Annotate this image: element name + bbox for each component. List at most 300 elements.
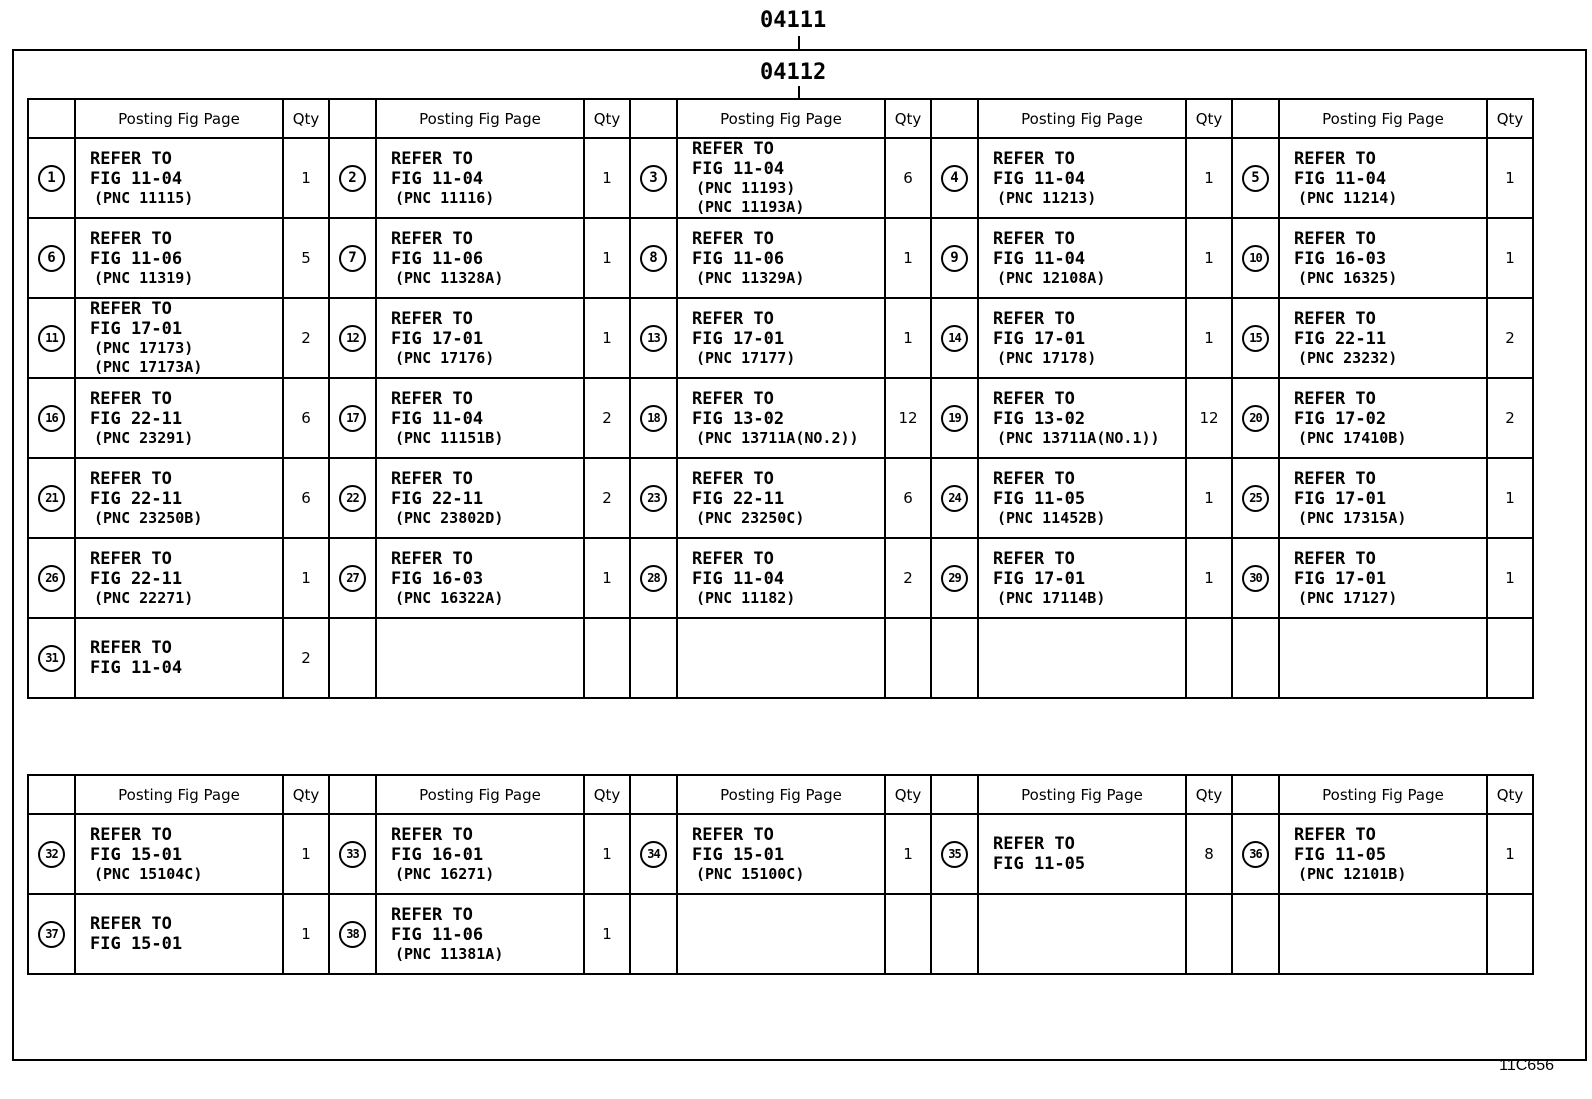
posting-cell (1279, 298, 1487, 378)
callout-number[interactable]: 32 (38, 841, 65, 868)
qty-cell: 1 (584, 894, 630, 974)
assembly-leader-line (798, 36, 800, 49)
item-number-cell (1232, 138, 1279, 218)
item-number-cell (28, 378, 75, 458)
figure-reference-link[interactable]: FIG 15-01 (90, 934, 183, 954)
callout-number[interactable]: 30 (1242, 565, 1269, 592)
callout-number[interactable]: 34 (640, 841, 667, 868)
posting-cell (376, 458, 584, 538)
qty-cell: 1 (885, 814, 931, 894)
posting-cell (376, 618, 584, 698)
posting-cell (677, 814, 885, 894)
refer-to-label: REFER TO (692, 308, 774, 329)
callout-number[interactable]: 27 (339, 565, 366, 592)
callout-number[interactable]: 3 (640, 165, 667, 192)
figure-reference-link[interactable]: FIG 11-04 (692, 568, 785, 589)
qty-cell: 2 (885, 538, 931, 618)
item-number-cell (1232, 894, 1279, 974)
qty-cell: 6 (283, 378, 329, 458)
number-header (28, 99, 75, 138)
qty-header: Qty (1186, 99, 1232, 138)
figure-reference-link[interactable]: FIG 11-04 (391, 168, 484, 189)
callout-number[interactable]: 33 (339, 841, 366, 868)
subassembly-code: 04112 (760, 60, 827, 85)
qty-header: Qty (1186, 775, 1232, 814)
table-row (28, 538, 1533, 618)
refer-to-label: REFER TO (993, 548, 1075, 569)
qty-header: Qty (584, 99, 630, 138)
refer-to-label: REFER TO (391, 148, 473, 169)
refer-to-label: REFER TO (692, 548, 774, 569)
figure-reference-link[interactable]: FIG 22-11 (90, 408, 183, 429)
qty-cell (1186, 894, 1232, 974)
figure-reference-link[interactable]: FIG 22-11 (90, 488, 183, 509)
qty-header: Qty (584, 775, 630, 814)
posting-cell (978, 458, 1186, 538)
figure-reference-link[interactable]: FIG 11-06 (391, 924, 484, 945)
figure-reference-link[interactable]: FIG 17-01 (993, 328, 1086, 349)
table-row (28, 894, 1533, 974)
pnc-code: (PNC 13711A(NO.1)) (997, 428, 1160, 447)
table-row (28, 138, 1533, 218)
pnc-code: (PNC 16322A) (395, 588, 504, 607)
callout-number[interactable]: 15 (1242, 325, 1269, 352)
posting-cell (75, 618, 283, 698)
pnc-code: (PNC 17176) (395, 348, 495, 367)
posting-cell (1279, 894, 1487, 974)
qty-cell: 1 (584, 298, 630, 378)
figure-reference-link[interactable]: FIG 11-05 (1294, 844, 1387, 865)
pnc-code: (PNC 11319) (94, 268, 194, 287)
pnc-code: (PNC 11151B) (395, 428, 504, 447)
figure-reference-link[interactable]: FIG 16-01 (391, 844, 484, 865)
callout-number[interactable]: 25 (1242, 485, 1269, 512)
qty-header: Qty (1487, 99, 1533, 138)
posting-cell (677, 378, 885, 458)
item-number-cell (630, 218, 677, 298)
number-header (1232, 775, 1279, 814)
item-number-cell (1232, 378, 1279, 458)
refer-to-label: REFER TO (993, 834, 1075, 854)
posting-cell (75, 814, 283, 894)
callout-number[interactable]: 13 (640, 325, 667, 352)
qty-cell: 1 (1186, 138, 1232, 218)
posting-cell (978, 538, 1186, 618)
item-number-cell (1232, 298, 1279, 378)
posting-cell (376, 894, 584, 974)
posting-cell (376, 538, 584, 618)
figure-reference-link[interactable]: FIG 22-11 (1294, 328, 1387, 349)
figure-reference-link[interactable]: FIG 16-03 (1294, 248, 1387, 269)
qty-cell: 12 (1186, 378, 1232, 458)
posting-cell (677, 298, 885, 378)
qty-cell: 12 (885, 378, 931, 458)
illustration-code: 11C656 (1499, 1057, 1554, 1074)
table-row (28, 298, 1533, 378)
qty-header: Qty (1487, 775, 1533, 814)
posting-cell (376, 218, 584, 298)
item-number-cell (931, 378, 978, 458)
item-number-cell (931, 458, 978, 538)
posting-cell (677, 538, 885, 618)
number-header (329, 775, 376, 814)
posting-cell (677, 894, 885, 974)
posting-cell (978, 894, 1186, 974)
posting-cell (978, 814, 1186, 894)
posting-header: Posting Fig Page (376, 99, 584, 138)
parts-table-1 (27, 98, 1534, 699)
figure-reference-link[interactable]: FIG 11-04 (993, 168, 1086, 189)
refer-to-label: REFER TO (391, 388, 473, 409)
posting-cell (677, 458, 885, 538)
callout-number[interactable]: 24 (941, 485, 968, 512)
item-number-cell (630, 458, 677, 538)
posting-cell (376, 814, 584, 894)
figure-reference-link[interactable]: FIG 11-05 (993, 854, 1086, 874)
refer-to-label: REFER TO (90, 148, 172, 169)
qty-cell: 6 (885, 458, 931, 538)
qty-cell: 1 (283, 138, 329, 218)
assembly-code: 04111 (760, 8, 827, 33)
posting-cell (1279, 458, 1487, 538)
item-number-cell (329, 894, 376, 974)
posting-cell (1279, 814, 1487, 894)
callout-number[interactable]: 31 (38, 645, 65, 672)
pnc-code: (PNC 11452B) (997, 508, 1106, 527)
posting-cell (75, 378, 283, 458)
callout-number[interactable]: 1 (38, 165, 65, 192)
item-number-cell (630, 538, 677, 618)
posting-cell (978, 138, 1186, 218)
number-header (28, 775, 75, 814)
qty-cell: 1 (1487, 218, 1533, 298)
number-header (630, 775, 677, 814)
item-number-cell (630, 298, 677, 378)
qty-cell: 2 (584, 458, 630, 538)
posting-cell (75, 458, 283, 538)
pnc-code: (PNC 15104C) (94, 864, 203, 883)
callout-number[interactable]: 14 (941, 325, 968, 352)
callout-number[interactable]: 2 (339, 165, 366, 192)
figure-reference-link[interactable]: FIG 11-04 (692, 159, 785, 179)
callout-number[interactable]: 18 (640, 405, 667, 432)
figure-reference-link[interactable]: FIG 17-01 (692, 328, 785, 349)
item-number-cell (1232, 538, 1279, 618)
qty-cell: 1 (283, 538, 329, 618)
item-number-cell (28, 218, 75, 298)
number-header (1232, 99, 1279, 138)
item-number-cell (28, 538, 75, 618)
item-number-cell (931, 298, 978, 378)
posting-cell (677, 138, 885, 218)
item-number-cell (329, 538, 376, 618)
callout-number[interactable]: 20 (1242, 405, 1269, 432)
refer-to-label: REFER TO (391, 548, 473, 569)
qty-header: Qty (283, 99, 329, 138)
posting-header: Posting Fig Page (677, 775, 885, 814)
callout-number[interactable]: 22 (339, 485, 366, 512)
callout-number[interactable]: 29 (941, 565, 968, 592)
figure-reference-link[interactable]: FIG 11-04 (1294, 168, 1387, 189)
posting-cell (978, 618, 1186, 698)
pnc-code: (PNC 11213) (997, 188, 1097, 207)
pnc-code: (PNC 17178) (997, 348, 1097, 367)
item-number-cell (931, 894, 978, 974)
posting-cell (978, 298, 1186, 378)
qty-cell: 1 (885, 218, 931, 298)
item-number-cell (28, 298, 75, 378)
posting-cell (75, 298, 283, 378)
posting-header: Posting Fig Page (75, 775, 283, 814)
posting-cell (376, 138, 584, 218)
posting-cell (75, 218, 283, 298)
pnc-code: (PNC 23232) (1298, 348, 1398, 367)
item-number-cell (28, 894, 75, 974)
pnc-code: (PNC 22271) (94, 588, 194, 607)
callout-number[interactable]: 10 (1242, 245, 1269, 272)
table-row (28, 618, 1533, 698)
refer-to-label: REFER TO (90, 548, 172, 569)
number-header (630, 99, 677, 138)
figure-reference-link[interactable]: FIG 17-01 (993, 568, 1086, 589)
figure-reference-link[interactable]: FIG 17-01 (90, 319, 183, 339)
item-number-cell (630, 894, 677, 974)
qty-cell: 1 (283, 894, 329, 974)
pnc-code: (PNC 17177) (696, 348, 796, 367)
refer-to-label: REFER TO (692, 824, 774, 845)
qty-cell (1487, 894, 1533, 974)
qty-cell: 1 (584, 138, 630, 218)
figure-reference-link[interactable]: FIG 16-03 (391, 568, 484, 589)
qty-cell: 1 (1487, 814, 1533, 894)
item-number-cell (28, 814, 75, 894)
pnc-code: (PNC 11116) (395, 188, 495, 207)
callout-number[interactable]: 4 (941, 165, 968, 192)
header-row (28, 99, 1533, 138)
qty-cell: 1 (1186, 538, 1232, 618)
callout-number[interactable]: 8 (640, 245, 667, 272)
qty-header: Qty (283, 775, 329, 814)
qty-cell: 1 (283, 814, 329, 894)
figure-reference-link[interactable]: FIG 17-01 (391, 328, 484, 349)
figure-reference-link[interactable]: FIG 22-11 (391, 488, 484, 509)
refer-to-label: REFER TO (993, 308, 1075, 329)
pnc-code: (PNC 17410B) (1298, 428, 1407, 447)
item-number-cell (630, 378, 677, 458)
refer-to-label: REFER TO (90, 228, 172, 249)
item-number-cell (1232, 814, 1279, 894)
refer-to-label: REFER TO (1294, 548, 1376, 569)
refer-to-label: REFER TO (1294, 228, 1376, 249)
refer-to-label: REFER TO (993, 468, 1075, 489)
item-number-cell (28, 458, 75, 538)
figure-reference-link[interactable]: FIG 11-04 (993, 248, 1086, 269)
figure-reference-link[interactable]: FIG 11-06 (692, 248, 785, 269)
pnc-code: (PNC 23802D) (395, 508, 504, 527)
refer-to-label: REFER TO (1294, 468, 1376, 489)
posting-cell (75, 538, 283, 618)
table-row (28, 378, 1533, 458)
qty-cell (1186, 618, 1232, 698)
posting-header: Posting Fig Page (75, 99, 283, 138)
pnc-code: (PNC 11182) (696, 588, 796, 607)
qty-cell: 1 (584, 218, 630, 298)
callout-number[interactable]: 16 (38, 405, 65, 432)
refer-to-label: REFER TO (90, 638, 172, 658)
refer-to-label: REFER TO (993, 148, 1075, 169)
item-number-cell (28, 618, 75, 698)
posting-header: Posting Fig Page (978, 99, 1186, 138)
qty-cell: 2 (1487, 378, 1533, 458)
posting-cell (75, 894, 283, 974)
refer-to-label: REFER TO (692, 468, 774, 489)
callout-number[interactable]: 9 (941, 245, 968, 272)
qty-cell: 1 (584, 814, 630, 894)
pnc-code: (PNC 12108A) (997, 268, 1106, 287)
figure-reference-link[interactable]: FIG 22-11 (692, 488, 785, 509)
item-number-cell (329, 138, 376, 218)
item-number-cell (630, 814, 677, 894)
qty-cell: 1 (1487, 138, 1533, 218)
refer-to-label: REFER TO (692, 228, 774, 249)
refer-to-label: REFER TO (90, 388, 172, 409)
item-number-cell (1232, 458, 1279, 538)
callout-number[interactable]: 7 (339, 245, 366, 272)
callout-number[interactable]: 19 (941, 405, 968, 432)
figure-reference-link[interactable]: FIG 11-05 (993, 488, 1086, 509)
pnc-code: (PNC 11115) (94, 188, 194, 207)
header-row (28, 775, 1533, 814)
callout-number[interactable]: 6 (38, 245, 65, 272)
pnc-code: (PNC 17173A) (94, 358, 203, 376)
table-row (28, 814, 1533, 894)
posting-cell (978, 218, 1186, 298)
posting-cell (1279, 538, 1487, 618)
figure-reference-link[interactable]: FIG 15-01 (692, 844, 785, 865)
posting-header: Posting Fig Page (677, 99, 885, 138)
pnc-code: (PNC 11193A) (696, 198, 805, 216)
pnc-code: (PNC 17315A) (1298, 508, 1407, 527)
pnc-code: (PNC 17114B) (997, 588, 1106, 607)
figure-reference-link[interactable]: FIG 15-01 (90, 844, 183, 865)
refer-to-label: REFER TO (1294, 824, 1376, 845)
pnc-code: (PNC 11328A) (395, 268, 504, 287)
figure-reference-link[interactable]: FIG 17-01 (1294, 488, 1387, 509)
figure-reference-link[interactable]: FIG 11-04 (90, 658, 183, 678)
callout-number[interactable]: 26 (38, 565, 65, 592)
refer-to-label: REFER TO (692, 388, 774, 409)
item-number-cell (329, 378, 376, 458)
qty-cell: 2 (283, 618, 329, 698)
callout-number[interactable]: 36 (1242, 841, 1269, 868)
callout-number[interactable]: 23 (640, 485, 667, 512)
qty-cell (1487, 618, 1533, 698)
refer-to-label: REFER TO (90, 914, 172, 934)
parts-table-2 (27, 774, 1534, 975)
posting-cell (376, 298, 584, 378)
posting-header: Posting Fig Page (376, 775, 584, 814)
figure-reference-link[interactable]: FIG 22-11 (90, 568, 183, 589)
qty-cell (584, 618, 630, 698)
refer-to-label: REFER TO (391, 824, 473, 845)
qty-cell (885, 618, 931, 698)
refer-to-label: REFER TO (90, 824, 172, 845)
callout-number[interactable]: 38 (339, 921, 366, 948)
item-number-cell (28, 138, 75, 218)
number-header (329, 99, 376, 138)
item-number-cell (931, 618, 978, 698)
qty-cell: 5 (283, 218, 329, 298)
refer-to-label: REFER TO (692, 139, 774, 159)
item-number-cell (329, 298, 376, 378)
callout-number[interactable]: 12 (339, 325, 366, 352)
item-number-cell (630, 618, 677, 698)
qty-cell (885, 894, 931, 974)
qty-cell: 8 (1186, 814, 1232, 894)
item-number-cell (1232, 618, 1279, 698)
figure-reference-link[interactable]: FIG 11-06 (391, 248, 484, 269)
item-number-cell (1232, 218, 1279, 298)
pnc-code: (PNC 13711A(NO.2)) (696, 428, 859, 447)
refer-to-label: REFER TO (1294, 388, 1376, 409)
item-number-cell (329, 218, 376, 298)
callout-number[interactable]: 28 (640, 565, 667, 592)
qty-cell: 2 (584, 378, 630, 458)
figure-reference-link[interactable]: FIG 11-04 (391, 408, 484, 429)
figure-reference-link[interactable]: FIG 13-02 (692, 408, 785, 429)
item-number-cell (329, 458, 376, 538)
item-number-cell (931, 218, 978, 298)
qty-cell: 6 (283, 458, 329, 538)
qty-cell: 1 (1186, 458, 1232, 538)
qty-cell: 1 (885, 298, 931, 378)
pnc-code: (PNC 11329A) (696, 268, 805, 287)
figure-reference-link[interactable]: FIG 13-02 (993, 408, 1086, 429)
callout-number[interactable]: 21 (38, 485, 65, 512)
qty-cell: 1 (1186, 298, 1232, 378)
refer-to-label: REFER TO (993, 388, 1075, 409)
refer-to-label: REFER TO (993, 228, 1075, 249)
callout-number[interactable]: 35 (941, 841, 968, 868)
pnc-code: (PNC 17127) (1298, 588, 1398, 607)
refer-to-label: REFER TO (391, 904, 473, 925)
figure-reference-link[interactable]: FIG 17-02 (1294, 408, 1387, 429)
qty-cell: 6 (885, 138, 931, 218)
refer-to-label: REFER TO (90, 299, 172, 319)
refer-to-label: REFER TO (90, 468, 172, 489)
item-number-cell (329, 814, 376, 894)
refer-to-label: REFER TO (391, 468, 473, 489)
qty-header: Qty (885, 99, 931, 138)
figure-reference-link[interactable]: FIG 17-01 (1294, 568, 1387, 589)
callout-number[interactable]: 5 (1242, 165, 1269, 192)
pnc-code: (PNC 23291) (94, 428, 194, 447)
qty-cell: 1 (1487, 458, 1533, 538)
figure-reference-link[interactable]: FIG 11-06 (90, 248, 183, 269)
callout-number[interactable]: 11 (38, 325, 65, 352)
pnc-code: (PNC 11214) (1298, 188, 1398, 207)
item-number-cell (931, 138, 978, 218)
callout-number[interactable]: 37 (38, 921, 65, 948)
figure-reference-link[interactable]: FIG 11-04 (90, 168, 183, 189)
posting-cell (1279, 378, 1487, 458)
pnc-code: (PNC 23250C) (696, 508, 805, 527)
number-header (931, 775, 978, 814)
table-row (28, 458, 1533, 538)
callout-number[interactable]: 17 (339, 405, 366, 432)
pnc-code: (PNC 11381A) (395, 944, 504, 963)
posting-cell (75, 138, 283, 218)
